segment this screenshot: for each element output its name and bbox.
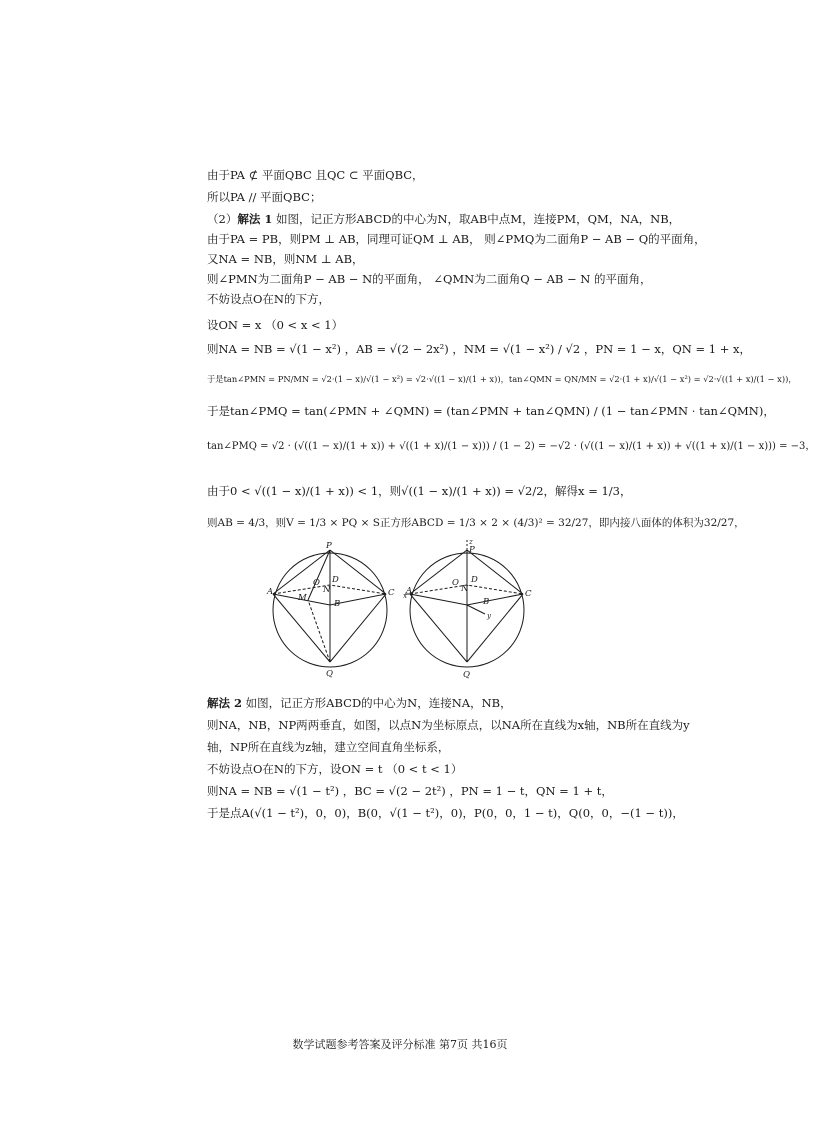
point-label: B [334,599,341,609]
formula-line: tan∠PMQ = √2 · (√((1 − x)/(1 + x)) + √((1 + x)/(1 − x))) / (1 − 2) = −√2 · (√((1 − x)/(1 + x)) + √((1 + x)/(1 − x))) = −3， [207,441,815,452]
point-label: N [323,585,331,595]
point-label: A [406,586,413,596]
formula-line: 则AB = 4/3，则V = 1/3 × PQ × S正方形ABCD = 1/3 × 2 × (4/3)² = 32/27，即内接八面体的体积为32/27， [207,517,745,529]
text-line [207,212,680,226]
formula-line: 由于0 < √((1 − x)/(1 + x)) < 1，则√((1 − x)/(1 + x)) = √2/2，解得x = 1/3， [207,484,632,498]
text-line: 则∠PMN为二面角P − AB − N的平面角， ∠QMN为二面角Q − AB − N 的平面角， [207,272,652,286]
text-line [207,696,512,710]
point-label: C [388,588,395,598]
point-label: P [469,545,475,555]
text-line: 不妨设点O在N的下方， [207,292,330,306]
point-label: Q [463,670,470,680]
formula-line: 则NA = NB = √(1 − x²) ，AB = √(2 − 2x²) ，NM = √(1 − x²) / √2 ，PN = 1 − x，QN = 1 + x， [207,342,752,356]
method-heading: 解法 1 [237,212,273,226]
text-line: 由于PA = PB，则PM ⊥ AB，同理可证QM ⊥ AB， 则∠PMQ为二面角P − AB − Q的平面角， [207,232,706,246]
point-label: P [326,541,332,551]
axis-label: z [469,538,473,546]
point-label: B [483,597,490,607]
part-number: （2） [207,212,238,226]
point-label: A [267,587,274,597]
text-line: 则NA，NB，NP两两垂直，如图，以点N为坐标原点，以NA所在直线为x轴，NB所在直线为y [207,718,690,732]
point-label: M [298,593,307,603]
formula-line: 于是tan∠PMN = PN/MN = √2·(1 − x)/√(1 − x²) = √2·√((1 − x)/(1 + x))，tan∠QMN = QN/MN = √2·(1 + x)/√(1 − x²) = √2·√((1 + x)/(1 − x))， [207,374,797,384]
text-line: 所以PA // 平面QBC； [207,190,322,204]
text-line: 不妨设点O在N的下方，设ON = t （0 < t < 1） [207,762,463,776]
formula-line: 于是点A(√(1 − t²)，0，0)，B(0，√(1 − t²)，0)，P(0，0，1 − t)，Q(0，0，−(1 − t))， [207,806,684,820]
axis-label: x [403,592,407,600]
method-heading: 解法 2 [207,696,243,710]
method-text: 如图，记正方形ABCD的中心为N，取AB中点M，连接PM，QM，NA，NB， [272,212,681,226]
point-label: O [313,578,320,588]
point-label: O [452,578,459,588]
axis-label: y [487,612,491,620]
text-line: 设ON = x （0 < x < 1） [207,318,344,332]
text-line: 由于PA ⊄ 平面QBC 且QC ⊂ 平面QBC， [207,168,424,182]
octahedron-figure-right [405,538,535,680]
octahedron-figure-left [268,540,398,680]
point-label: Q [326,669,333,679]
point-label: D [332,575,339,585]
point-label: C [525,589,532,599]
formula-line: 则NA = NB = √(1 − t²) ，BC = √(2 − 2t²) ，PN = 1 − t，QN = 1 + t， [207,784,613,798]
point-label: D [471,575,478,585]
method-text: 如图，记正方形ABCD的中心为N，连接NA，NB， [242,696,512,710]
formula-line: 于是tan∠PMQ = tan(∠PMN + ∠QMN) = (tan∠PMN + tan∠QMN) / (1 − tan∠PMN · tan∠QMN)， [207,404,775,418]
point-label: N [461,584,469,594]
page-footer: 数学试题参考答案及评分标准 第7页 共16页 [292,1038,508,1051]
text-line: 轴，NP所在直线为z轴，建立空间直角坐标系， [207,740,450,754]
text-line: 又NA = NB，则NM ⊥ AB， [207,252,364,266]
